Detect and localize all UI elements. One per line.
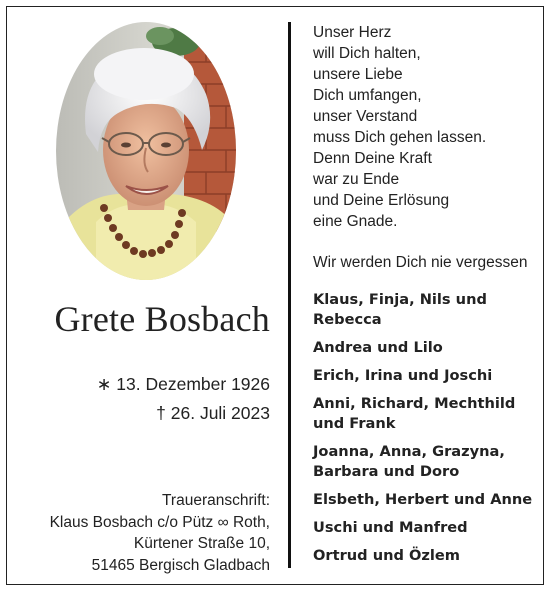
mourner-entry [313, 290, 538, 330]
mourner-entry [313, 394, 538, 434]
mourner-line: Andrea und Lilo [313, 339, 443, 356]
mourner-line: Ortrud und Özlem [313, 547, 461, 564]
portrait-photo [56, 22, 236, 280]
poem-line: war zu Ende [313, 171, 400, 188]
vertical-divider [288, 22, 291, 568]
poem-line: und Deine Erlösung [313, 192, 450, 209]
poem-line: eine Gnade. [313, 213, 398, 230]
mourner-entry [313, 490, 538, 510]
poem-line: unser Verstand [313, 108, 418, 125]
poem-line: muss Dich gehen lassen. [313, 129, 487, 146]
mourners-list [313, 290, 538, 574]
mourner-line: Klaus, Finja, Nils und [313, 291, 487, 308]
mourner-line: und Frank [313, 415, 396, 432]
mourner-line: Erich, Irina und Joschi [313, 367, 493, 384]
mourning-address [10, 490, 270, 576]
deceased-name: Grete Bosbach [54, 299, 270, 339]
address-line-2: Kürtener Straße 10, [133, 535, 270, 552]
mourner-line: Uschi und Manfred [313, 519, 468, 536]
motto: Wir werden Dich nie vergessen [313, 254, 528, 271]
poem [313, 22, 533, 232]
mourner-line: Barbara und Doro [313, 463, 460, 480]
address-line-3: 51465 Bergisch Gladbach [91, 556, 270, 574]
address-line-1: Klaus Bosbach c/o Pütz ∞ Roth, [49, 513, 270, 531]
mourner-entry [313, 518, 538, 538]
address-label: Traueranschrift: [162, 492, 270, 509]
mourner-line: Elsbeth, Herbert und Anne [313, 491, 533, 508]
mourner-entry [313, 338, 538, 358]
mourner-entry [313, 442, 538, 482]
poem-line: unsere Liebe [313, 66, 403, 83]
death-date: † 26. Juli 2023 [156, 403, 270, 423]
life-dates [40, 370, 270, 428]
portrait-illustration [56, 22, 236, 280]
birth-date: ∗ 13. Dezember 1926 [96, 374, 270, 394]
mourner-line: Anni, Richard, Mechthild [313, 395, 516, 412]
poem-line: Unser Herz [313, 24, 392, 41]
mourner-line: Joanna, Anna, Grazyna, [313, 443, 505, 460]
poem-line: will Dich halten, [313, 45, 421, 62]
mourner-entry [313, 546, 538, 566]
poem-line: Denn Deine Kraft [313, 150, 432, 167]
mourner-entry [313, 366, 538, 386]
mourner-line: Rebecca [313, 311, 382, 328]
poem-line: Dich umfangen, [313, 87, 422, 104]
